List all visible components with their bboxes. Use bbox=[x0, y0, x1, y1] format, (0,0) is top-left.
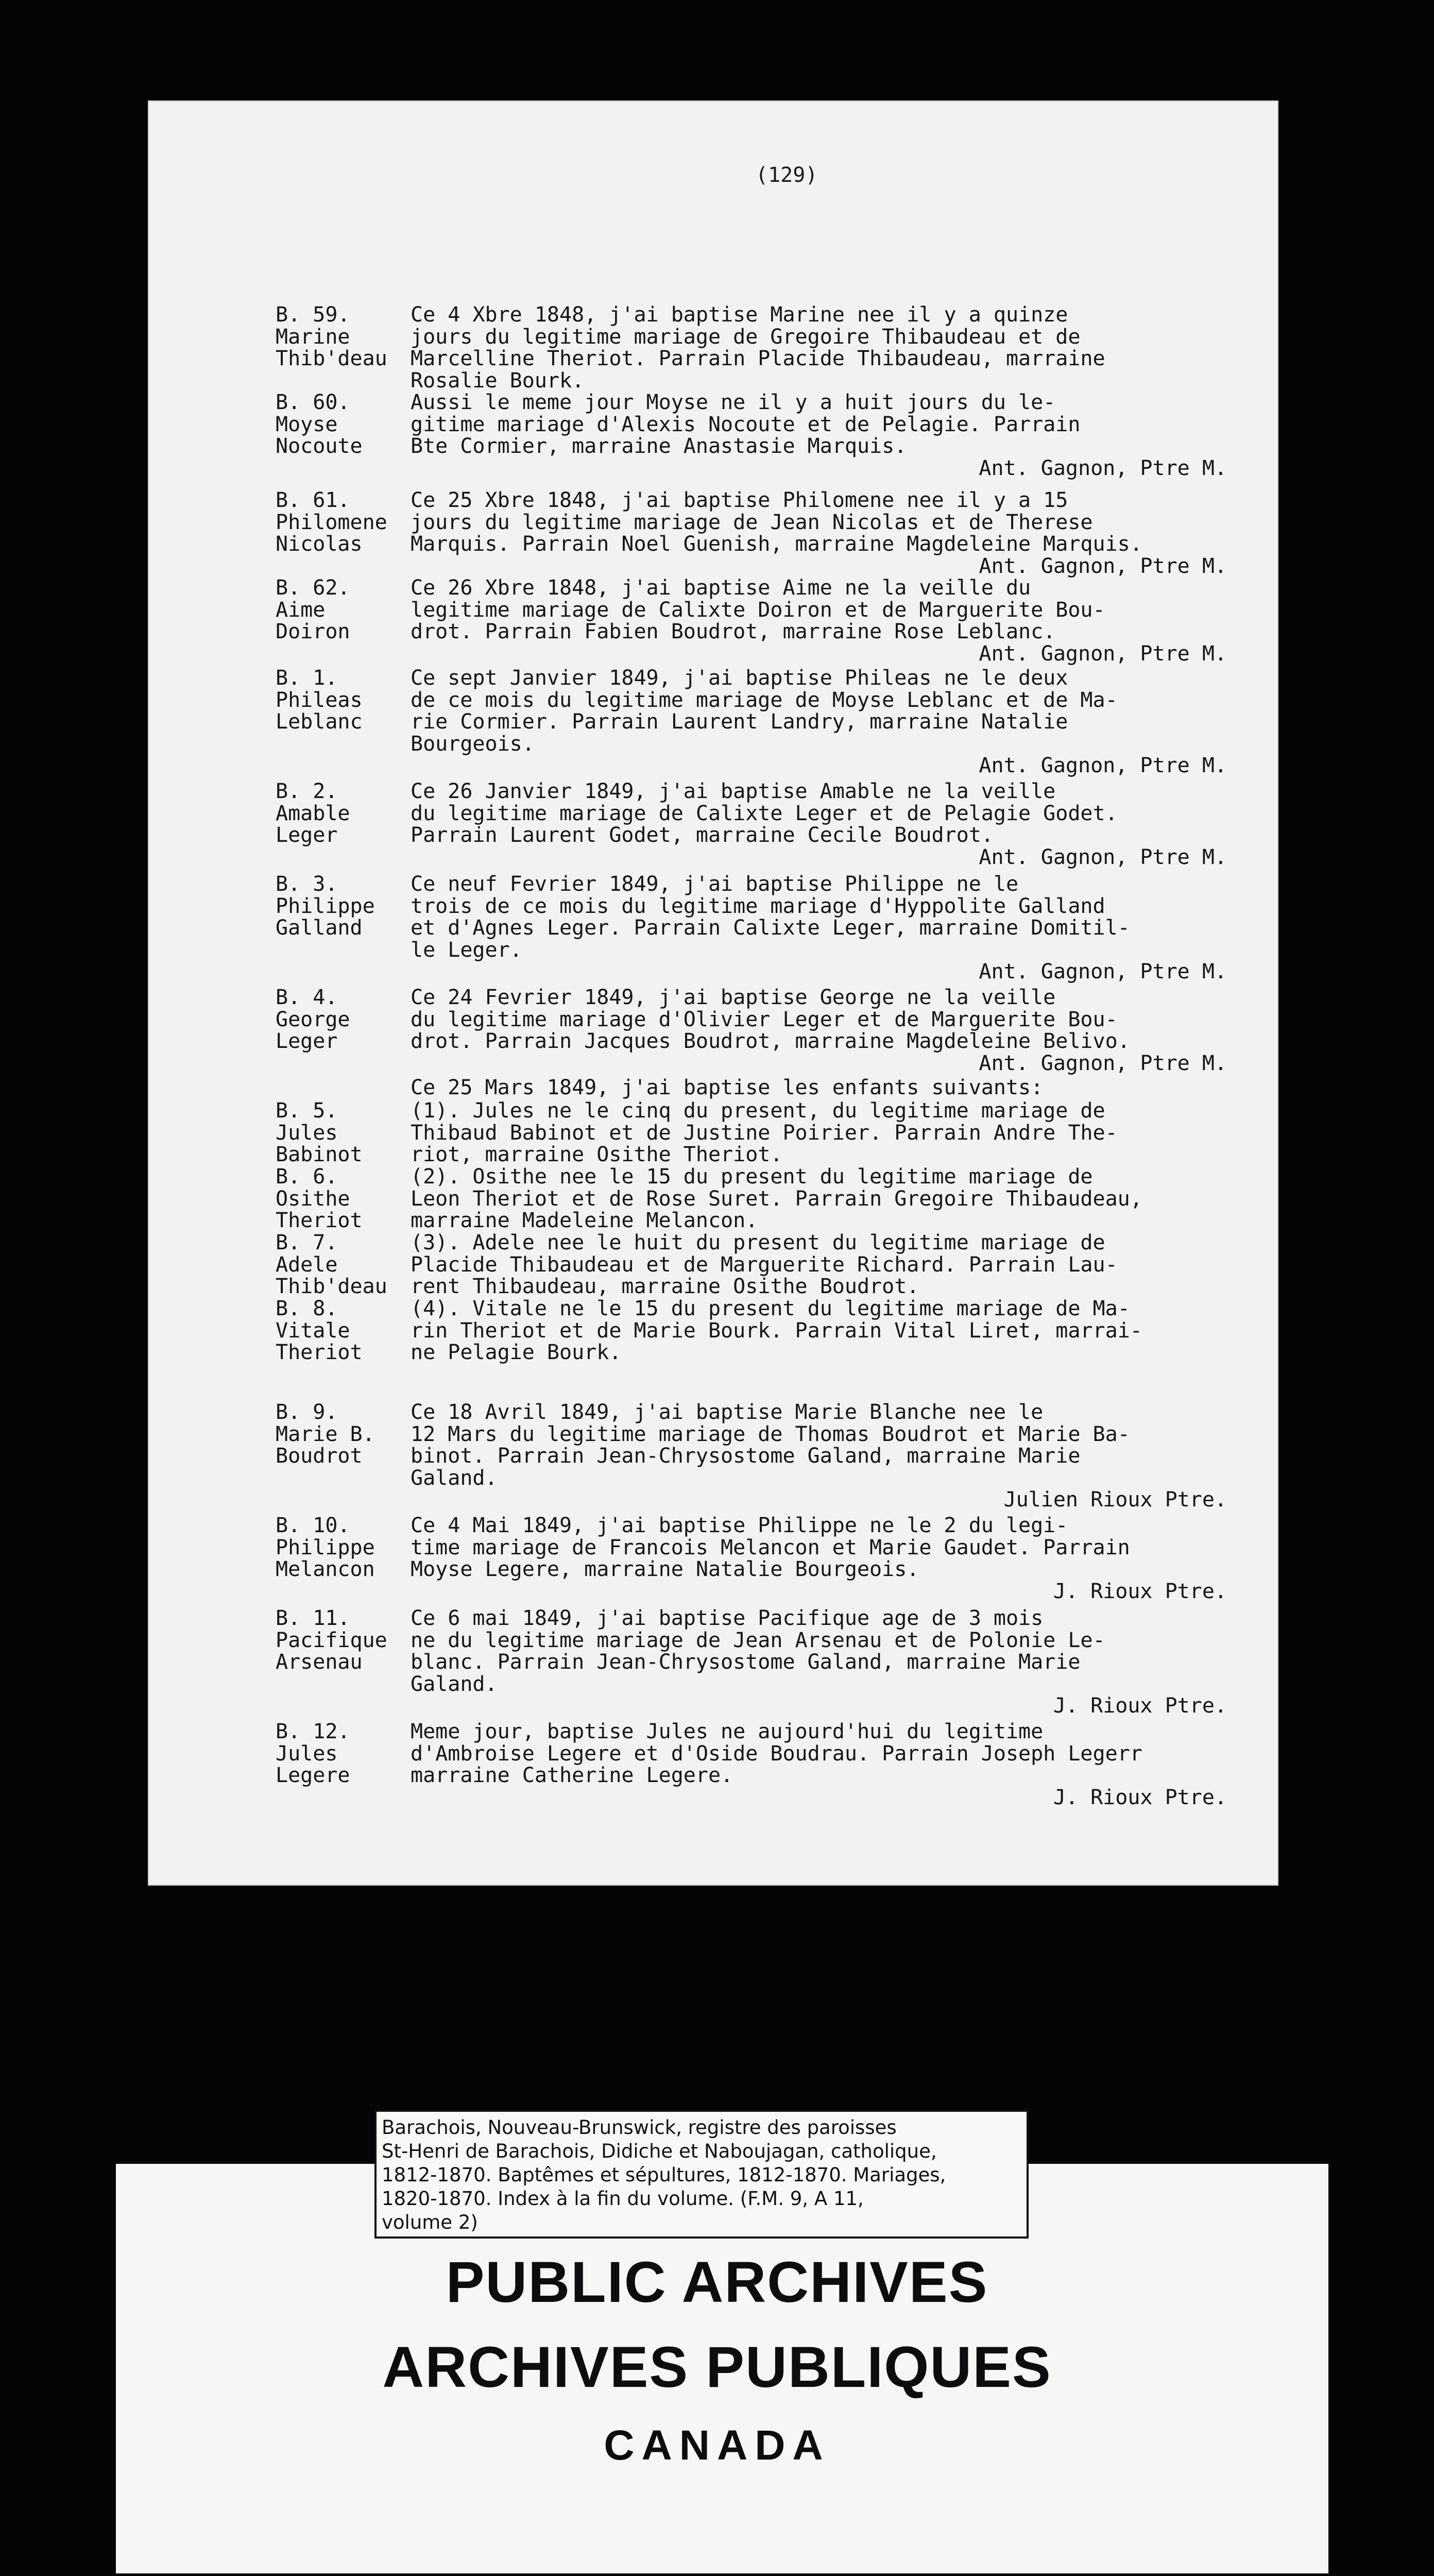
entry-signature: Ant. Gagnon, Ptre M. bbox=[979, 641, 1227, 666]
entry-b11 bbox=[276, 1607, 1258, 1717]
entry-b59 bbox=[276, 304, 1258, 392]
entry-b12 bbox=[276, 1721, 1258, 1808]
entry-margin: B. 1. Phileas Leblanc bbox=[276, 666, 363, 734]
entry-margin: B. 12. Jules Legere bbox=[276, 1720, 350, 1787]
entry-signature: Ant. Gagnon, Ptre M. bbox=[979, 845, 1227, 869]
entry-text: (3). Adele nee le huit du present du legitime mariage de Placide Thibaudeau et de Marguerite Richard. Parrain Lau- rent Thibaudeau, marraine Osithe Boudrot. bbox=[411, 1231, 1118, 1298]
entry-b61 bbox=[276, 489, 1258, 577]
entry-group-intro bbox=[276, 1077, 1258, 1099]
entry-b7 bbox=[276, 1232, 1258, 1298]
entry-margin: B. 10. Philippe Melancon bbox=[276, 1514, 375, 1581]
entry-b5 bbox=[276, 1100, 1258, 1166]
archives-country: CANADA bbox=[604, 2422, 830, 2469]
entry-signature: Ant. Gagnon, Ptre M. bbox=[979, 754, 1227, 777]
entry-text: Ce 6 mai 1849, j'ai baptise Pacifique age de 3 mois ne du legitime mariage de Jean Arsenau et de Polonie Le- blanc. Parrain Jean-Chrysostome Galand, marraine Marie Galand. bbox=[411, 1606, 1105, 1696]
entry-signature: J. Rioux Ptre. bbox=[1053, 1694, 1227, 1718]
entry-margin: B. 11. Pacifique Arsenau bbox=[276, 1606, 387, 1674]
entry-signature: Ant. Gagnon, Ptre M. bbox=[979, 1051, 1227, 1075]
entry-margin: B. 2. Amable Leger bbox=[276, 779, 350, 847]
entry-text: (1). Jules ne le cinq du present, du legitime mariage de Thibaud Babinot et de Justine Poirier. Parrain Andre The- riot, marraine Osithe Theriot. bbox=[411, 1099, 1118, 1166]
entry-margin: B. 3. Philippe Galland bbox=[276, 872, 375, 940]
entry-margin: B. 60. Moyse Nocoute bbox=[276, 391, 363, 458]
entry-signature: J. Rioux Ptre. bbox=[1053, 1579, 1227, 1603]
entry-signature: Ant. Gagnon, Ptre M. bbox=[979, 960, 1227, 984]
entry-b8 bbox=[276, 1298, 1258, 1364]
entry-text: (4). Vitale ne le 15 du present du legitime mariage de Ma- rin Theriot et de Marie Bourk. Parrain Vital Liret, marrai- ne Pelagie Bourk. bbox=[411, 1297, 1142, 1364]
entry-text: Aussi le meme jour Moyse ne il y a huit jours du le- gitime mariage d'Alexis Nocoute et de Pelagie. Parrain Bte Cormier, marraine Anastasie Marquis. bbox=[411, 391, 1081, 458]
entry-text: Ce 25 Xbre 1848, j'ai baptise Philomene nee il y a 15 jours du legitime mariage de Jean Nicolas et de Therese Marquis. Parrain Noel Guenish, marraine Magdeleine Marquis. bbox=[411, 488, 1142, 556]
entry-text: Meme jour, baptise Jules ne aujourd'hui du legitime d'Ambroise Legere et d'Oside Boudrau. Parrain Joseph Legerr marraine Catherine Legere. bbox=[411, 1720, 1142, 1787]
entry-margin: B. 62. Aime Doiron bbox=[276, 576, 350, 643]
entry-b4 bbox=[276, 987, 1258, 1074]
entry-text: Ce 4 Xbre 1848, j'ai baptise Marine nee il y a quinze jours du legitime mariage de Gregoire Thibaudeau et de Marcelline Theriot. Parrain Placide Thibaudeau, marraine Rosalie Bourk. bbox=[411, 303, 1105, 393]
entry-text: Ce neuf Fevrier 1849, j'ai baptise Philippe ne le trois de ce mois du legitime mariage d'Hyppolite Galland et d'Agnes Leger. Parrain Calixte Leger, marraine Domitil- le Leger. bbox=[411, 872, 1130, 962]
entry-signature: J. Rioux Ptre. bbox=[1053, 1785, 1227, 1809]
register-page bbox=[148, 100, 1278, 1886]
entry-signature: Ant. Gagnon, Ptre M. bbox=[979, 456, 1227, 480]
page-number: (129) bbox=[756, 163, 818, 187]
entry-text: Ce 26 Xbre 1848, j'ai baptise Aime ne la veille du legitime mariage de Calixte Doiron et de Marguerite Bou- drot. Parrain Fabien Boudrot, marraine Rose Leblanc. bbox=[411, 576, 1105, 643]
entry-b6 bbox=[276, 1166, 1258, 1232]
entry-margin: B. 7. Adele Thib'deau bbox=[276, 1231, 387, 1298]
entry-b60 bbox=[276, 392, 1258, 479]
entry-margin: B. 8. Vitale Theriot bbox=[276, 1297, 363, 1364]
entry-margin: B. 5. Jules Babinot bbox=[276, 1099, 363, 1166]
entry-text: Ce 26 Janvier 1849, j'ai baptise Amable ne la veille du legitime mariage de Calixte Leger et de Pelagie Godet. Parrain Laurent Godet, marraine Cecile Boudrot. bbox=[411, 779, 1118, 847]
catalog-card: Barachois, Nouveau-Brunswick, registre des paroisses St-Henri de Barachois, Didiche et Naboujagan, catholique, 1812-1870. Baptêmes et sépultures, 1812-1870. Mariages, 1820-1870. Index à la fin du volume. (F.M. 9, A 11, volume 2) bbox=[374, 2110, 1029, 2239]
entry-b2 bbox=[276, 781, 1258, 868]
entry-text: Ce 18 Avril 1849, j'ai baptise Marie Blanche nee le 12 Mars du legitime mariage de Thomas Boudrot et Marie Ba- binot. Parrain Jean-Chrysostome Galand, marraine Marie Galand. bbox=[411, 1400, 1130, 1490]
archives-title-en: PUBLIC ARCHIVES bbox=[446, 2250, 988, 2314]
entry-b10 bbox=[276, 1515, 1258, 1602]
entry-margin: B. 61. Philomene Nicolas bbox=[276, 488, 387, 556]
entry-margin: B. 4. George Leger bbox=[276, 986, 350, 1053]
entry-margin: B. 59. Marine Thib'deau bbox=[276, 303, 387, 370]
entry-text: Ce 25 Mars 1849, j'ai baptise les enfants suivants: bbox=[411, 1076, 1044, 1099]
archives-title-fr: ARCHIVES PUBLIQUES bbox=[382, 2335, 1052, 2399]
entry-text: Ce 24 Fevrier 1849, j'ai baptise George ne la veille du legitime mariage d'Olivier Leger et de Marguerite Bou- drot. Parrain Jacques Boudrot, marraine Magdeleine Belivo. bbox=[411, 986, 1130, 1053]
entry-signature: Julien Rioux Ptre. bbox=[1003, 1488, 1227, 1512]
entry-text: (2). Osithe nee le 15 du present du legitime mariage de Leon Theriot et de Rose Suret. Parrain Gregoire Thibaudeau, marraine Madeleine Melancon. bbox=[411, 1165, 1142, 1232]
entry-b62 bbox=[276, 577, 1258, 665]
entry-text: Ce 4 Mai 1849, j'ai baptise Philippe ne le 2 du legi- time mariage de Francois Melancon et Marie Gaudet. Parrain Moyse Legere, marraine Natalie Bourgeois. bbox=[411, 1514, 1130, 1581]
entry-b3 bbox=[276, 873, 1258, 983]
entry-margin: B. 9. Marie B. Boudrot bbox=[276, 1400, 375, 1468]
entry-b9 bbox=[276, 1401, 1258, 1511]
entry-signature: Ant. Gagnon, Ptre M. bbox=[979, 554, 1227, 578]
entry-text: Ce sept Janvier 1849, j'ai baptise Phileas ne le deux de ce mois du legitime mariage de Moyse Leblanc et de Ma- rie Cormier. Parrain Laurent Landry, marraine Natalie Bourgeois. bbox=[411, 666, 1118, 756]
entry-margin: B. 6. Osithe Theriot bbox=[276, 1165, 363, 1232]
entry-b1 bbox=[276, 667, 1258, 777]
